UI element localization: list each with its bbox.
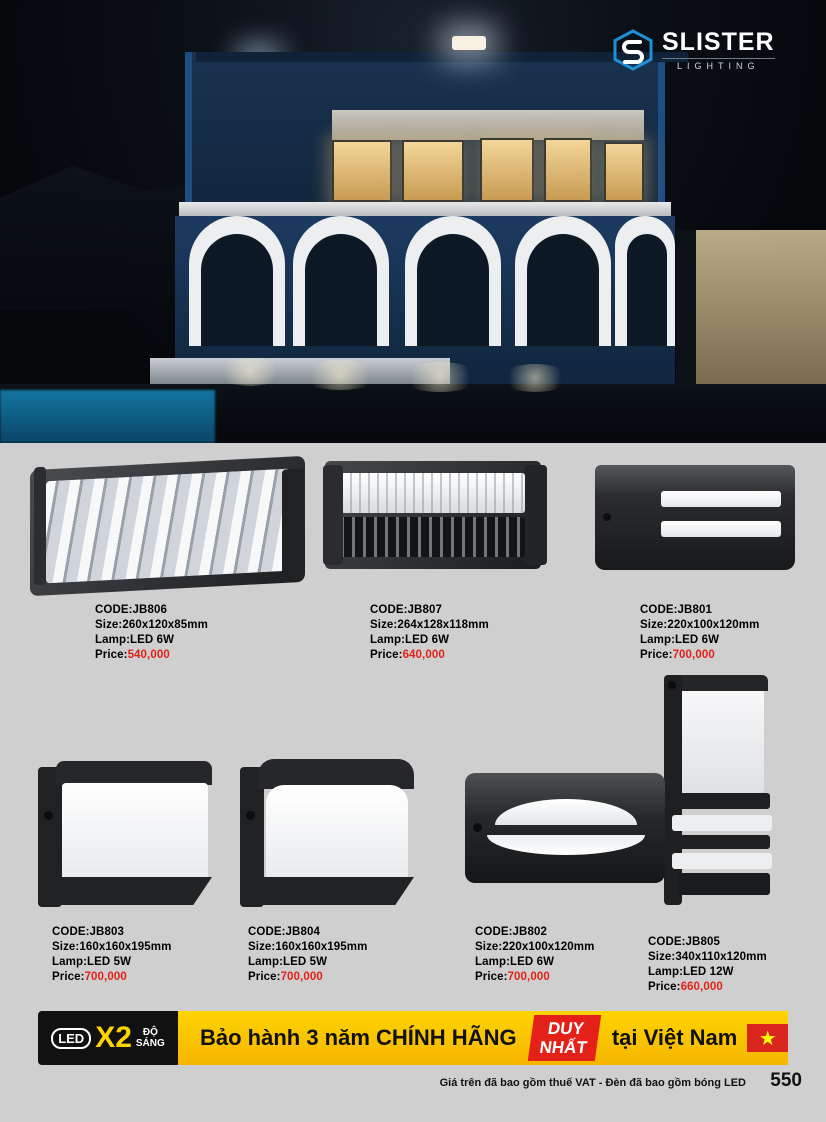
product-code: CODE:JB805 xyxy=(648,936,720,948)
slister-hexagon-icon xyxy=(612,29,654,71)
villa-upper-floor xyxy=(185,52,665,212)
vat-note: Giá trên đã bao gồm thuế VAT - Đèn đã bao gồm bóng LED xyxy=(439,1077,746,1089)
exclusive-line-2: NHẤT xyxy=(537,1038,588,1057)
product-meta-jb802 xyxy=(475,925,594,985)
product-price-row xyxy=(648,980,767,995)
product-meta-jb805 xyxy=(648,935,767,995)
led-label: LED xyxy=(51,1028,91,1049)
warranty-banner xyxy=(38,1007,788,1069)
window xyxy=(332,140,392,202)
price-value: 640,000 xyxy=(402,649,445,661)
product-size: Size:264x128x118mm xyxy=(370,619,489,631)
porch-arch xyxy=(293,216,389,346)
villa-building xyxy=(175,52,675,402)
brand-tagline: LIGHTING xyxy=(662,58,775,71)
porch-arch xyxy=(189,216,285,346)
exclusive-badge xyxy=(527,1015,601,1061)
product-code: CODE:JB807 xyxy=(370,604,442,616)
product-price-row xyxy=(640,648,759,663)
product-meta-jb807 xyxy=(370,603,489,663)
product-code: CODE:JB803 xyxy=(52,926,124,938)
price-label: Price: xyxy=(475,971,508,983)
porch-arch xyxy=(615,216,675,346)
ground-light-spot xyxy=(215,358,285,386)
product-code: CODE:JB806 xyxy=(95,604,167,616)
price-value: 700,000 xyxy=(507,971,550,983)
window xyxy=(544,138,592,202)
exclusive-line-1: DUY xyxy=(546,1019,585,1038)
porch-arch xyxy=(405,216,501,346)
right-side-room xyxy=(676,230,826,390)
product-size: Size:160x160x195mm xyxy=(52,941,172,953)
balcony-slab xyxy=(179,202,671,216)
product-price-row xyxy=(52,970,171,985)
led-x2-badge xyxy=(38,1011,178,1065)
ground-light-spot xyxy=(400,362,480,392)
product-size: Size:340x110x120mm xyxy=(648,951,767,963)
product-price-row xyxy=(95,648,208,663)
window xyxy=(402,140,464,202)
product-size: Size:220x100x120mm xyxy=(640,619,760,631)
price-label: Price: xyxy=(95,649,128,661)
brightness-label xyxy=(136,1027,165,1049)
product-size: Size:260x120x85mm xyxy=(95,619,208,631)
warranty-text: Bảo hành 3 năm CHÍNH HÃNG xyxy=(200,1025,517,1050)
balcony-curtain xyxy=(332,110,644,140)
swimming-pool xyxy=(0,390,215,443)
product-meta-jb803 xyxy=(52,925,171,985)
product-lamp: Lamp:LED 6W xyxy=(95,634,175,646)
product-code: CODE:JB801 xyxy=(640,604,712,616)
price-value: 700,000 xyxy=(280,971,323,983)
multiplier-label: X2 xyxy=(95,1021,132,1054)
product-lamp: Lamp:LED 5W xyxy=(248,956,328,968)
right-wall xyxy=(676,230,696,390)
product-size: Size:220x100x120mm xyxy=(475,941,595,953)
product-meta-jb804 xyxy=(248,925,367,985)
product-lamp: Lamp:LED 6W xyxy=(475,956,555,968)
brightness-line-2: SÁNG xyxy=(135,1038,165,1049)
product-code: CODE:JB802 xyxy=(475,926,547,938)
price-value: 700,000 xyxy=(84,971,127,983)
price-value: 660,000 xyxy=(680,981,723,993)
hero-photo xyxy=(0,0,826,443)
country-text: tại Việt Nam xyxy=(611,1025,738,1050)
window xyxy=(604,142,644,202)
product-lamp: Lamp:LED 5W xyxy=(52,956,132,968)
ground-light-spot xyxy=(300,360,380,390)
product-size: Size:160x160x195mm xyxy=(248,941,368,953)
brand-name: SLISTER xyxy=(662,27,775,56)
price-label: Price: xyxy=(370,649,403,661)
price-label: Price: xyxy=(52,971,85,983)
product-image-jb801 xyxy=(595,465,805,585)
price-label: Price: xyxy=(640,649,673,661)
porch-arch xyxy=(515,216,611,346)
brightness-line-1: ĐỘ xyxy=(142,1027,158,1038)
banner-content xyxy=(184,1011,788,1065)
product-image-jb803 xyxy=(38,753,228,913)
product-price-row xyxy=(248,970,367,985)
vietnam-flag-icon: ★ xyxy=(747,1024,788,1052)
window xyxy=(480,138,534,202)
price-value: 540,000 xyxy=(127,649,170,661)
product-image-jb802 xyxy=(465,773,685,903)
price-value: 700,000 xyxy=(672,649,715,661)
product-meta-jb801 xyxy=(640,603,759,663)
ground-light-spot xyxy=(500,364,570,392)
product-price-row xyxy=(475,970,594,985)
product-lamp: Lamp:LED 6W xyxy=(640,634,720,646)
product-image-jb807 xyxy=(325,461,555,591)
product-price-row xyxy=(370,648,489,663)
product-image-jb804 xyxy=(240,753,430,913)
roof-floodlight-icon xyxy=(452,36,486,50)
product-lamp: Lamp:LED 6W xyxy=(370,634,450,646)
product-image-jb806 xyxy=(30,453,310,593)
product-lamp: Lamp:LED 12W xyxy=(648,966,734,978)
product-meta-jb806 xyxy=(95,603,208,663)
price-label: Price: xyxy=(248,971,281,983)
price-label: Price: xyxy=(648,981,681,993)
product-code: CODE:JB804 xyxy=(248,926,320,938)
page-number: 550 xyxy=(770,1070,802,1091)
brand-logo xyxy=(612,26,802,74)
